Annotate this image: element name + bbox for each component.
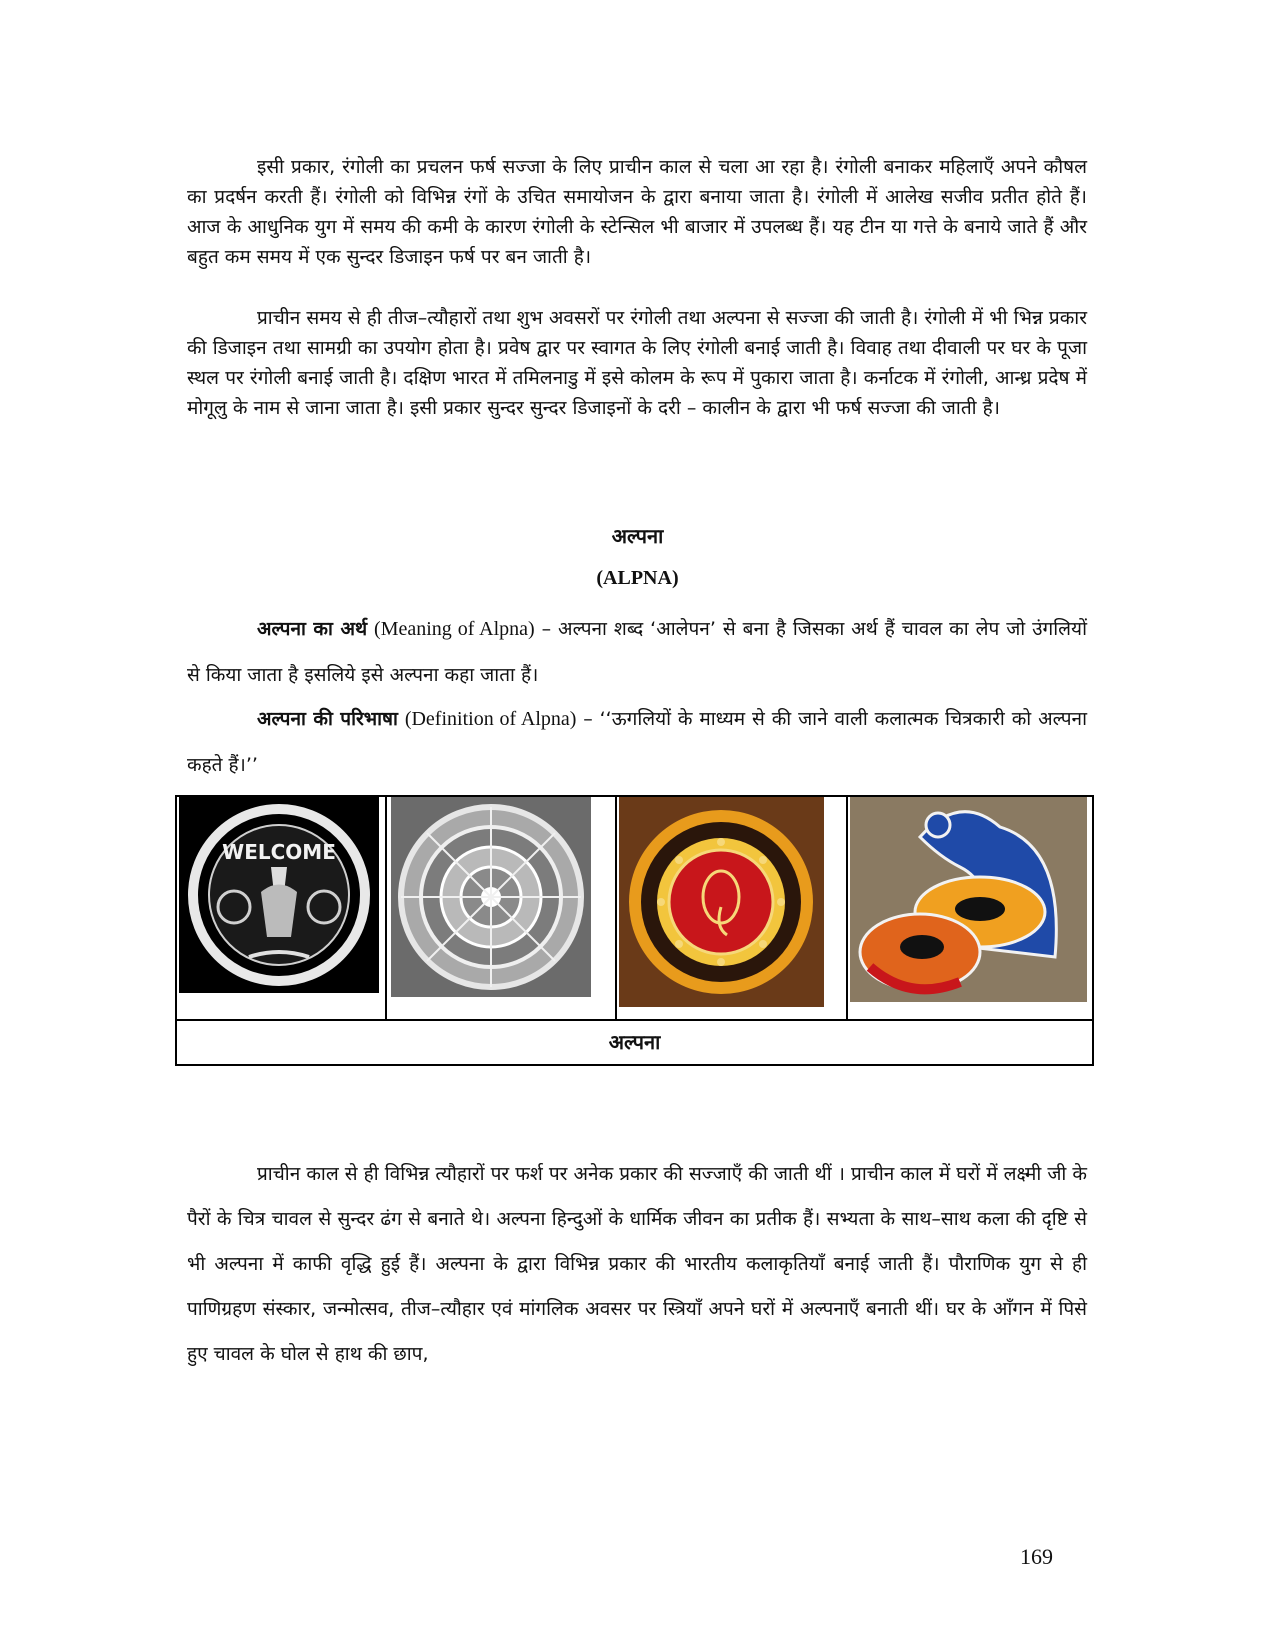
welcome-text: WELCOME xyxy=(222,840,336,864)
welcome-rangoli-image xyxy=(179,797,379,993)
meaning-text: – अल्पना शब्द ‘आलेपन’ से बना है जिसका अर्थ हैं चावल का लेप जो उंगलियों से किया जाता है इसलिये इसे अल्पना कहा जाता हैं। xyxy=(187,618,1087,686)
section-heading-hindi: अल्पना xyxy=(611,524,664,548)
section-heading-english: (ALPNA) xyxy=(596,567,679,589)
ganesha-rangoli-image xyxy=(619,797,824,1007)
definition-english: (Definition of Alpna) xyxy=(404,708,577,730)
figure-cell-3 xyxy=(617,797,848,1019)
meaning-paragraph xyxy=(187,606,1087,698)
figure-cell-4 xyxy=(848,797,1092,1019)
paragraph-rangoli-occasions: प्राचीन समय से ही तीज–त्यौहारों तथा शुभ अवसरों पर रंगोली तथा अल्पना से सज्जा की जाती है। रंगोली में भी भिन्न प्रकार की डिजाइन तथा सामग्री का उपयोग होता है। प्रवेष द्वार पर स्वागत के लिए रंगोली बनाई जाती है। विवाह तथा दीवाली पर घर के पूजा स्थल पर रंगोली बनाई जाती है। दक्षिण भारत में तमिलनाडु में इसे कोलम के रूप में पुकारा जाता है। कर्नाटक में रंगोली, आन्ध्र प्रदेष में मोगूलु के नाम से जाना जाता है। इसी प्रकार सुन्दर सुन्दर डिजाइनों के दरी – कालीन के द्वारा भी फर्ष सज्जा की जाती है। xyxy=(187,307,1087,419)
definition-paragraph xyxy=(187,696,1087,788)
figure-cell-2 xyxy=(387,797,617,1019)
definition-term: अल्पना की परिभाषा xyxy=(257,708,398,730)
peacock-rangoli-image xyxy=(850,797,1087,1002)
paragraph-alpna-history: प्राचीन काल से ही विभिन्न त्यौहारों पर फर्श पर अनेक प्रकार की सज्जाएँ की जाती थीं । प्राचीन काल में घरों में लक्ष्मी जी के पैरों के चित्र चावल से सुन्दर ढंग से बनाते थे। अल्पना हिन्दुओं के धार्मिक जीवन का प्रतीक हैं। सभ्यता के साथ–साथ कला की दृष्टि से भी अल्पना में काफी वृद्धि हुई हैं। अल्पना के द्वारा विभिन्न प्रकार की भारतीय कलाकृतियाँ बनाई जाती हैं। पौराणिक युग से ही पाणिग्रहण संस्कार, जन्मोत्सव, तीज–त्यौहार एवं मांगलिक अवसर पर स्त्रियाँ अपने घरों में अल्पनाएँ बनाती थीं। घर के आँगन में पिसे हुए चावल के घोल से हाथ की छाप, xyxy=(187,1163,1087,1365)
definition-text: – ‘‘ऊगलियों के माध्यम से की जाने वाली कलात्मक चित्रकारी को अल्पना कहते हैं।’’ xyxy=(187,708,1087,776)
alpna-figure-table xyxy=(175,795,1094,1066)
page-number: 169 xyxy=(1020,1544,1053,1569)
figure-caption: अल्पना xyxy=(608,1030,661,1054)
white-mandala-rangoli-image xyxy=(391,797,591,997)
meaning-term: अल्पना का अर्थ xyxy=(257,618,368,640)
paragraph-rangoli-intro: इसी प्रकार, रंगोली का प्रचलन फर्ष सज्जा के लिए प्राचीन काल से चला आ रहा है। रंगोली बनाकर महिलाएँ अपने कौषल का प्रदर्षन करती हैं। रंगोली को विभिन्न रंगों के उचित समायोजन के द्वारा बनाया जाता है। रंगोली में आलेख सजीव प्रतीत होते हैं। आज के आधुनिक युग में समय की कमी के कारण रंगोली के स्टेन्सिल भी बाजार में उपलब्ध हैं। यह टीन या गत्ते के बनाये जाते हैं और बहुत कम समय में एक सुन्दर डिजाइन फर्ष पर बन जाती है। xyxy=(187,156,1087,268)
meaning-english: (Meaning of Alpna) xyxy=(374,618,535,640)
figure-cell-1 xyxy=(177,797,387,1019)
